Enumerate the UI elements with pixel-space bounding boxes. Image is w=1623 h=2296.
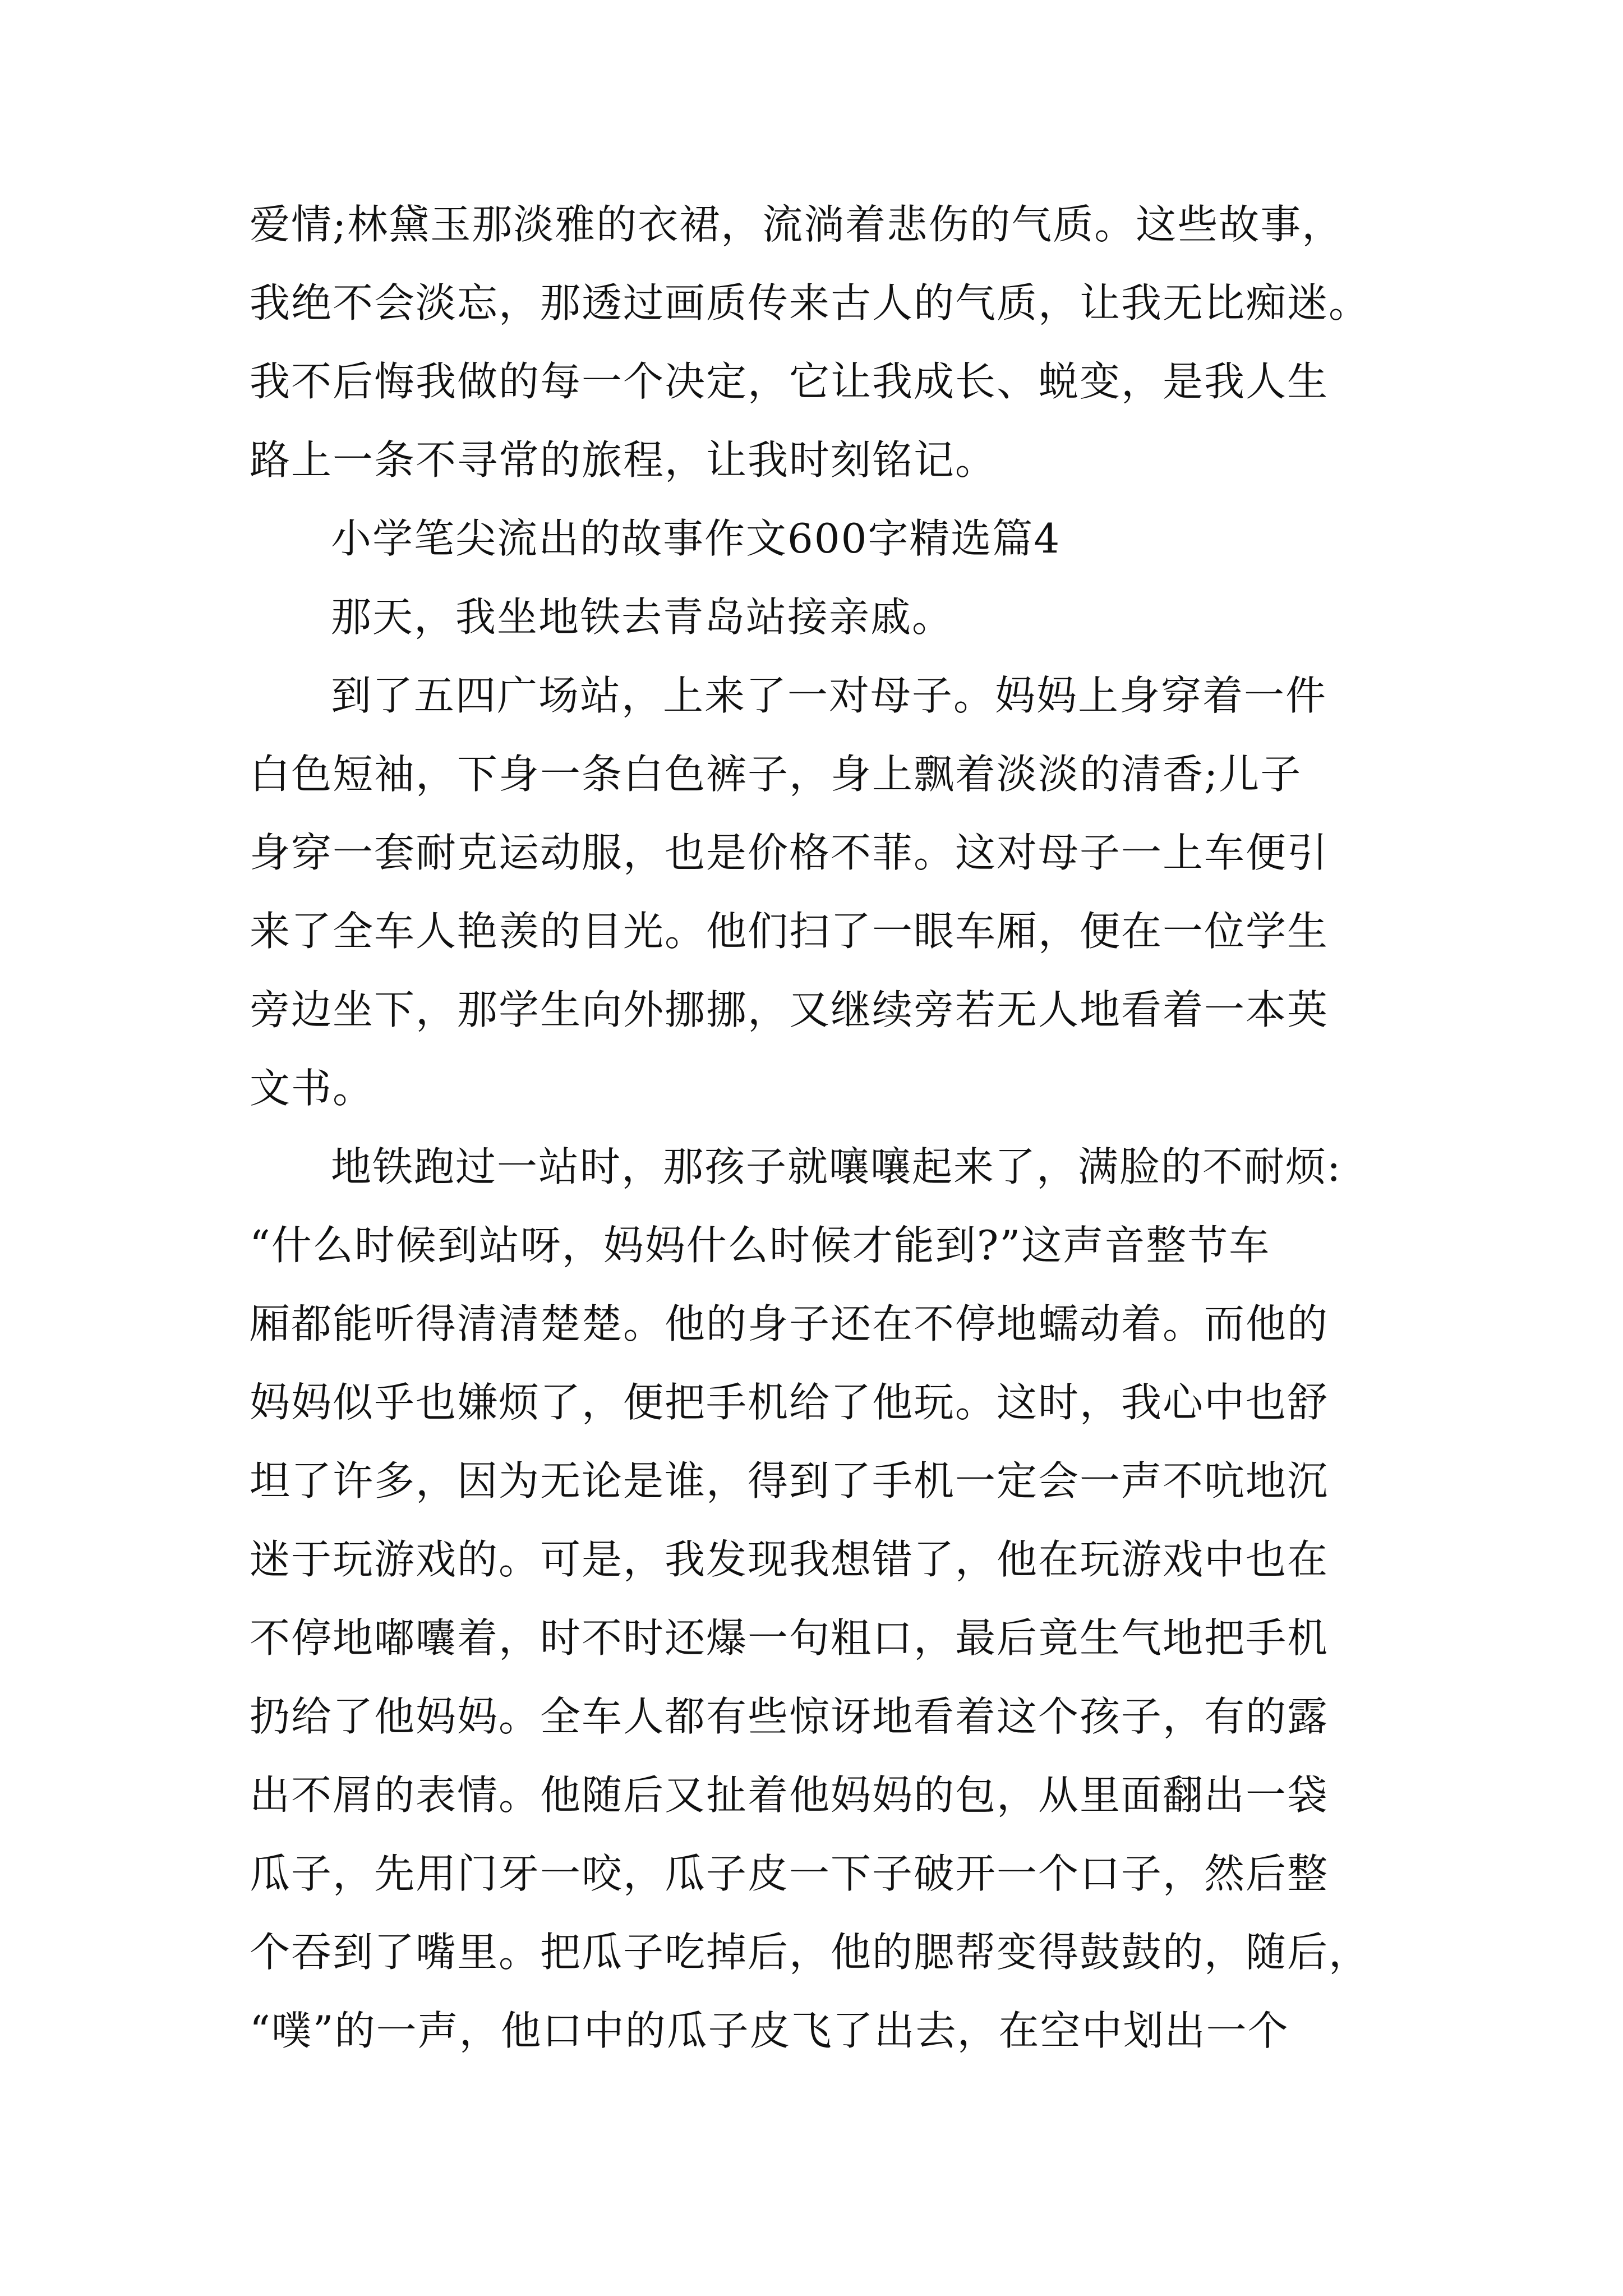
text-line: 迷于玩游戏的。可是，我发现我想错了，他在玩游戏中也在 [250, 1536, 1329, 1583]
text-line: 我绝不会淡忘，那透过画质传来古人的气质，让我无比痴迷。 [250, 279, 1371, 326]
text-line: 爱情;林黛玉那淡雅的衣裙，流淌着悲伤的气质。这些故事， [250, 201, 1344, 248]
section-heading: 小学笔尖流出的故事作文600字精选篇4 [331, 515, 1061, 562]
text-line: 个吞到了嘴里。把瓜子吃掉后，他的腮帮变得鼓鼓的，随后， [250, 1929, 1371, 1976]
text-line: “什么时候到站呀，妈妈什么时候才能到?”这声音整节车 [250, 1222, 1271, 1269]
text-line: 到了五四广场站，上来了一对母子。妈妈上身穿着一件 [331, 672, 1327, 719]
text-line: 路上一条不寻常的旅程，让我时刻铭记。 [250, 436, 997, 484]
paragraph-description [250, 656, 1388, 1128]
text-line: 不停地嘟囔着，时不时还爆一句粗口，最后竟生气地把手机 [250, 1614, 1329, 1662]
text-line: 旁边坐下，那学生向外挪挪，又继续旁若无人地看着一本英 [250, 986, 1329, 1033]
text-line: 身穿一套耐克运动服，也是价格不菲。这对母子一上车便引 [250, 829, 1329, 876]
text-line: 文书。 [250, 1065, 375, 1112]
text-line: 来了全车人艳羡的目光。他们扫了一眼车厢，便在一位学生 [250, 908, 1329, 955]
text-line: 我不后悔我做的每一个决定，它让我成长、蜕变，是我人生 [250, 358, 1329, 405]
paragraph-continuation [250, 185, 1388, 499]
section-heading-block [250, 499, 1388, 578]
text-line: 妈妈似乎也嫌烦了，便把手机给了他玩。这时，我心中也舒 [250, 1379, 1329, 1426]
text-line: 那天，我坐地铁去青岛站接亲戚。 [331, 593, 954, 641]
text-line: 厢都能听得清清楚楚。他的身子还在不停地蠕动着。而他的 [250, 1300, 1329, 1347]
text-line: 出不屑的表情。他随后又扯着他妈妈的包，从里面翻出一袋 [250, 1772, 1329, 1819]
text-line: 扔给了他妈妈。全车人都有些惊讶地看着这个孩子，有的露 [250, 1693, 1329, 1740]
text-line: 瓜子，先用门牙一咬，瓜子皮一下子破开一个口子，然后整 [250, 1850, 1329, 1897]
text-line: 地铁跑过一站时，那孩子就嚷嚷起来了，满脸的不耐烦: [331, 1143, 1342, 1190]
paragraph-story [250, 1128, 1388, 2070]
text-line: 坦了许多，因为无论是谁，得到了手机一定会一声不吭地沉 [250, 1457, 1329, 1504]
text-line: 白色短袖，下身一条白色裤子，身上飘着淡淡的清香;儿子 [250, 751, 1302, 798]
text-line: “噗”的一声，他口中的瓜子皮飞了出去，在空中划出一个 [250, 2007, 1289, 2054]
paragraph-opening [250, 578, 1388, 656]
document-body [250, 185, 1388, 2070]
